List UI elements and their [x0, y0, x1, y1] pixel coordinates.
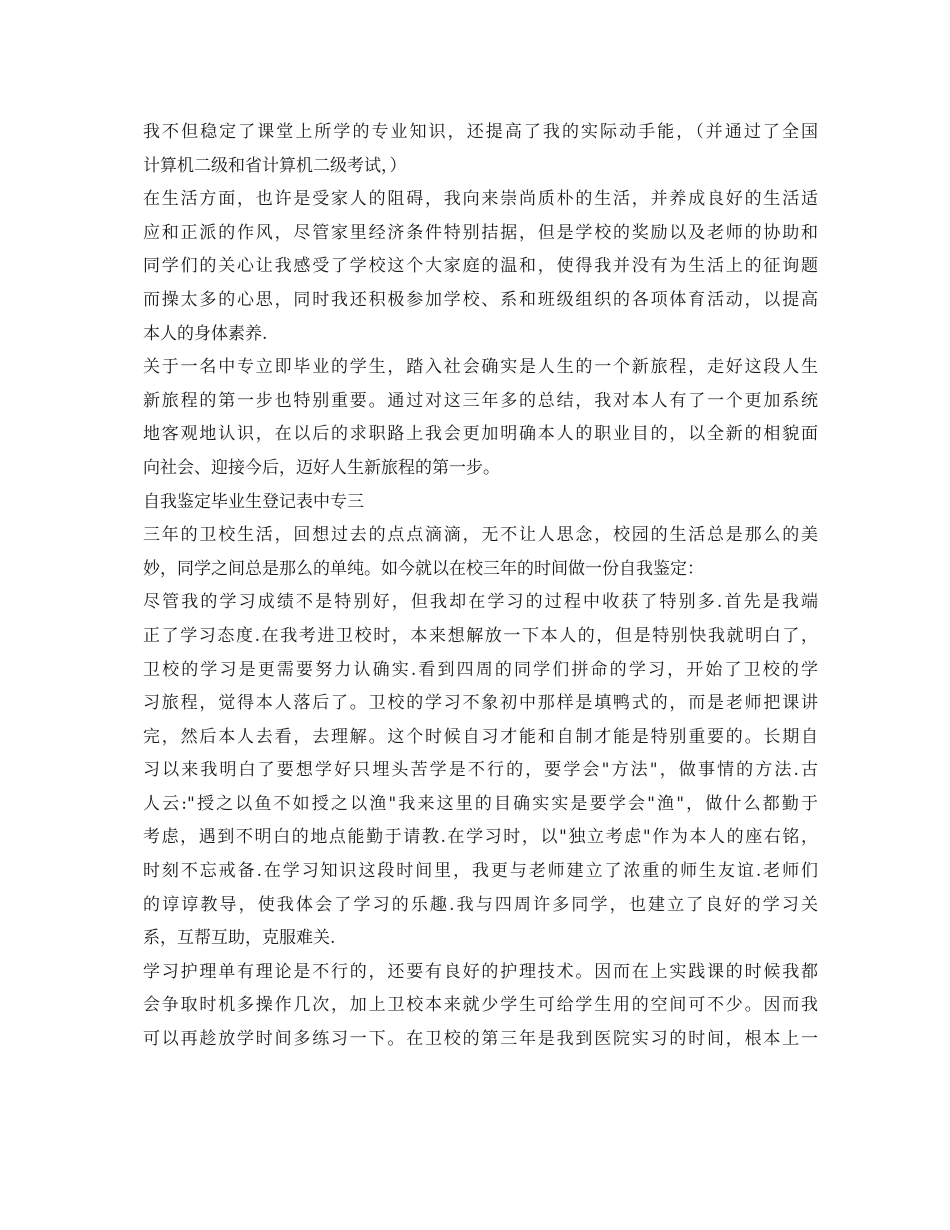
text-line: 同学们的关心让我感受了学校这个大家庭的温和，使得我并没有为生活上的征询题	[143, 256, 818, 277]
text-line: 而操太多的心思，同时我还积极参加学校、系和班级组织的各项体育活动，以提高	[143, 289, 818, 310]
text-line: 关于一名中专立即毕业的学生，踏入社会确实是人生的一个新旅程，走好这段人生	[143, 357, 818, 378]
text-line: 妙，同学之间总是那么的单纯。如今就以在校三年的时间做一份自我鉴定：	[143, 558, 704, 579]
text-line: 我不但稳定了课堂上所学的专业知识，还提高了我的实际动手能，（并通过了全国	[143, 122, 818, 142]
text-line: 地客观地认识，在以后的求职路上我会更加明确本人的职业目的，以全新的相貌面	[143, 424, 818, 445]
text-line: 人云:"授之以鱼不如授之以渔"我来这里的目确实实是要学会"渔"，做什么都勤于	[143, 793, 818, 814]
text-line: 习以来我明白了要想学好只埋头苦学是不行的，要学会"方法"，做事情的方法.古	[143, 760, 818, 781]
text-line: 计算机二级和省计算机二级考试，）	[143, 155, 407, 176]
text-line: 可以再趁放学时间多练习一下。在卫校的第三年是我到医院实习的时间，根本上一	[143, 1029, 818, 1050]
text-line: 应和正派的作风，尽管家里经济条件特别拮据，但是学校的奖励以及老师的协助和	[143, 222, 818, 243]
text-line: 卫校的学习是更需要努力认确实.看到四周的同学们拼命的学习，开始了卫校的学	[143, 659, 818, 680]
text-line: 尽管我的学习成绩不是特别好，但我却在学习的过程中收获了特别多.首先是我端	[143, 592, 818, 613]
text-line: 学习护理单有理论是不行的，还要有良好的护理技术。因而在上实践课的时候我都	[143, 961, 818, 982]
text-line: 时刻不忘戒备.在学习知识这段时间里，我更与老师建立了浓重的师生友谊.老师们	[143, 861, 818, 882]
section-heading: 自我鉴定毕业生登记表中专三	[143, 491, 364, 512]
text-line: 考虑，遇到不明白的地点能勤于请教.在学习时，以"独立考虑"作为本人的座右铭，	[143, 827, 818, 848]
text-line: 三年的卫校生活，回想过去的点点滴滴，无不让人思念，校园的生活总是那么的美	[143, 525, 818, 546]
document-body	[143, 116, 818, 1057]
text-line: 新旅程的第一步也特别重要。通过对这三年多的总结，我对本人有了一个更加系统	[143, 390, 818, 411]
text-line: 完，然后本人去看，去理解。这个时候自习才能和自制才能是特别重要的。长期自	[143, 726, 818, 747]
text-line: 习旅程，觉得本人落后了。卫校的学习不象初中那样是填鸭式的，而是老师把课讲	[143, 693, 818, 714]
text-line: 在生活方面，也许是受家人的阻碍，我向来崇尚质朴的生活，并养成良好的生活适	[143, 189, 818, 210]
text-line: 本人的身体素养.	[143, 323, 268, 344]
text-line: 正了学习态度.在我考进卫校时，本来想解放一下本人的，但是特别快我就明白了，	[143, 625, 818, 646]
text-line: 的谆谆教导，使我体会了学习的乐趣.我与四周许多同学，也建立了良好的学习关	[143, 894, 818, 915]
text-line: 会争取时机多操作几次，加上卫校本来就少学生可给学生用的空间可不少。因而我	[143, 995, 818, 1016]
text-line: 系，互帮互助，克服难关.	[143, 928, 336, 949]
text-line: 向社会、迎接今后，迈好人生新旅程的第一步。	[143, 457, 500, 478]
